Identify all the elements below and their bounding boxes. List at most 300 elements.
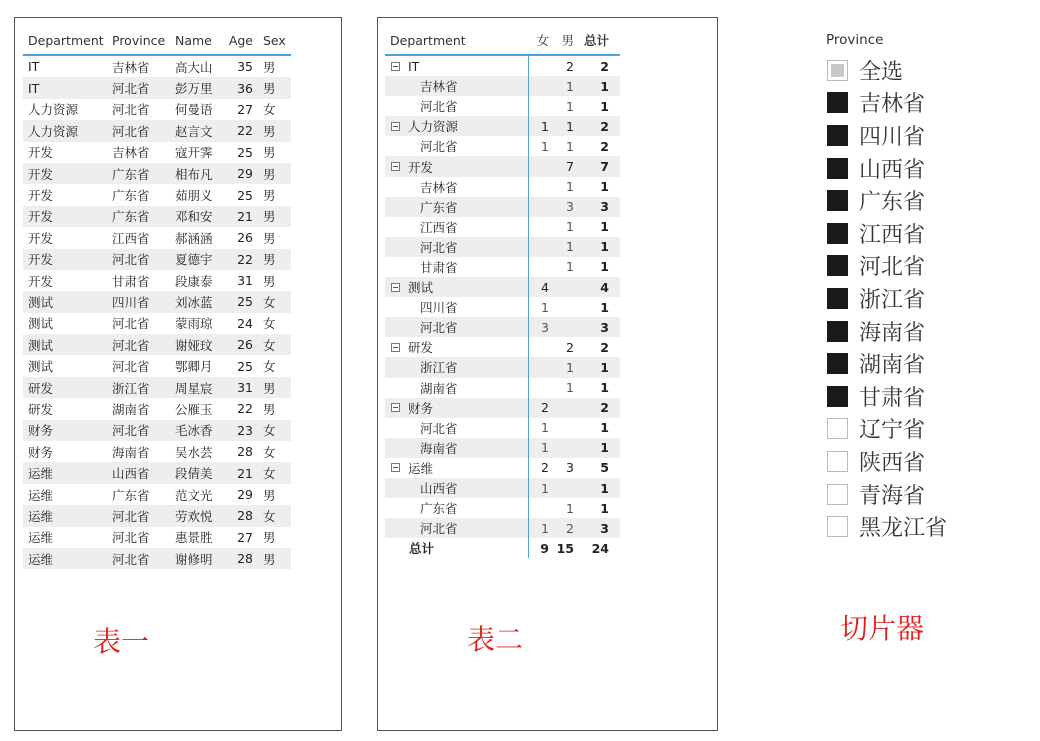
cell-age: 28: [237, 551, 253, 567]
table2-visual: [377, 17, 718, 731]
slicer-item[interactable]: [826, 478, 1026, 511]
cell-male: 1: [566, 118, 574, 134]
matrix-row[interactable]: [385, 257, 620, 277]
cell-male: 1: [566, 380, 574, 396]
cell-sex: 男: [263, 59, 276, 75]
slicer-select-all[interactable]: [826, 54, 1026, 87]
column-header-female[interactable]: 女: [536, 33, 549, 48]
cell-male: 1: [566, 259, 574, 275]
row-header-label: 人力资源: [408, 119, 459, 135]
cell-total: 1: [600, 359, 609, 375]
table-row[interactable]: [23, 377, 291, 398]
cell-name: 劳欢悦: [175, 508, 213, 524]
cell-total: 2: [600, 400, 609, 416]
table-row[interactable]: [23, 184, 291, 205]
cell-age: 22: [237, 123, 253, 139]
cell-department: 开发: [28, 273, 54, 289]
checkbox-icon[interactable]: [827, 190, 848, 211]
matrix-row[interactable]: [385, 177, 620, 197]
cell-total: 1: [600, 480, 609, 496]
cell-province: 河北省: [112, 102, 150, 118]
slicer-list: [826, 54, 1026, 543]
cell-sex: 男: [263, 252, 276, 268]
row-header: [385, 198, 528, 216]
matrix-row[interactable]: [385, 518, 620, 538]
slicer-item[interactable]: [826, 87, 1026, 120]
cell-name: 刘冰蓝: [175, 294, 213, 310]
cell-name: 彭万里: [175, 81, 213, 97]
cell-male: 1: [566, 219, 574, 235]
row-header-label: 运维: [408, 460, 434, 476]
row-header-label: 山西省: [420, 481, 458, 497]
cell-sex: 男: [263, 530, 276, 546]
cell-department: 开发: [28, 209, 54, 225]
cell-male: 2: [566, 58, 574, 74]
cell-male: 1: [566, 359, 574, 375]
cell-male: 1: [566, 78, 574, 94]
matrix-row[interactable]: [385, 96, 620, 116]
matrix-group-row[interactable]: [385, 56, 620, 76]
cell-male: 2: [566, 520, 574, 536]
table-row[interactable]: [23, 291, 291, 312]
table-row[interactable]: [23, 484, 291, 505]
slicer-item-label: 江西省: [859, 222, 926, 248]
cell-sex: 男: [263, 273, 276, 289]
cell-total: 4: [600, 279, 609, 295]
cell-department: 测试: [28, 337, 54, 353]
cell-age: 36: [237, 80, 253, 96]
cell-total: 1: [600, 98, 609, 114]
cell-female: 2: [541, 400, 549, 416]
row-header: [385, 439, 528, 457]
row-header: [385, 298, 528, 316]
collapse-icon[interactable]: [391, 162, 400, 171]
cell-department: 运维: [28, 466, 54, 482]
cell-sex: 女: [263, 294, 276, 310]
cell-province: 河北省: [112, 423, 150, 439]
cell-province: 吉林省: [112, 59, 150, 75]
cell-province: 湖南省: [112, 401, 150, 417]
checkbox-icon[interactable]: [827, 516, 848, 537]
cell-age: 27: [237, 101, 253, 117]
cell-total: 2: [600, 58, 609, 74]
row-header: [385, 158, 528, 176]
column-header-province[interactable]: Province: [112, 32, 166, 48]
cell-department: 运维: [28, 487, 54, 503]
cell-name: 吴水芸: [175, 444, 213, 460]
table-row[interactable]: [23, 120, 291, 141]
cell-name: 蒙雨琼: [175, 316, 213, 332]
row-header-label: 吉林省: [420, 179, 458, 195]
row-header-label: 广东省: [420, 501, 458, 517]
row-header: [385, 318, 528, 336]
cell-total: 1: [600, 179, 609, 195]
slicer-item-label: 湖南省: [859, 353, 926, 379]
slicer-item-label: 河北省: [859, 255, 926, 281]
cell-female: 1: [541, 480, 549, 496]
cell-department: 财务: [28, 444, 54, 460]
matrix-group-row[interactable]: [385, 398, 620, 418]
row-header-label: 财务: [408, 400, 434, 416]
cell-province: 广东省: [112, 487, 150, 503]
table-row[interactable]: [23, 462, 291, 483]
cell-age: 21: [237, 208, 253, 224]
cell-age: 25: [237, 187, 253, 203]
row-header: [385, 278, 528, 296]
row-header-label: 吉林省: [420, 79, 458, 95]
checkbox-icon[interactable]: [827, 353, 848, 374]
cell-female: 9: [540, 540, 549, 556]
cell-total: 24: [591, 540, 609, 556]
cell-age: 29: [237, 487, 253, 502]
slicer-item-label: 青海省: [859, 483, 926, 509]
cell-sex: 女: [263, 508, 276, 524]
row-header: [385, 419, 528, 437]
checkbox-icon[interactable]: [827, 484, 848, 505]
table1-body: [23, 56, 291, 569]
row-header-label: 河北省: [420, 239, 458, 255]
slicer-item-label: 山西省: [859, 157, 926, 183]
cell-age: 25: [237, 294, 253, 310]
checkbox-icon[interactable]: [827, 223, 848, 244]
table-row[interactable]: [23, 249, 291, 270]
cell-total: 1: [600, 420, 609, 436]
collapse-icon[interactable]: [391, 122, 400, 131]
cell-province: 河北省: [112, 359, 150, 375]
matrix-row[interactable]: [385, 498, 620, 518]
table-row[interactable]: [23, 99, 291, 120]
cell-province: 吉林省: [112, 145, 150, 161]
cell-sex: 女: [263, 466, 276, 482]
column-header-department[interactable]: Department: [28, 32, 104, 48]
slicer-item-label: 广东省: [859, 190, 926, 216]
table-row[interactable]: [23, 441, 291, 462]
cell-male: 1: [566, 98, 574, 114]
table-row[interactable]: [23, 163, 291, 184]
cell-department: 运维: [28, 508, 54, 524]
slicer-item[interactable]: [826, 510, 1026, 543]
cell-province: 海南省: [112, 444, 150, 460]
row-header: [385, 539, 528, 557]
matrix-group-row[interactable]: [385, 337, 620, 357]
cell-age: 27: [237, 529, 253, 545]
slicer-item[interactable]: [826, 315, 1026, 348]
slicer-item-label: 四川省: [859, 124, 926, 150]
row-header-label: 测试: [408, 280, 434, 296]
cell-total: 5: [600, 460, 609, 476]
table-row[interactable]: [23, 420, 291, 441]
matrix-row[interactable]: [385, 297, 620, 317]
cell-name: 范文光: [175, 487, 213, 503]
table-row[interactable]: [23, 398, 291, 419]
slicer-item[interactable]: [826, 380, 1026, 413]
cell-name: 公雁玉: [175, 401, 213, 417]
checkbox-icon[interactable]: [827, 92, 848, 113]
cell-female: 3: [541, 319, 549, 335]
table2-header: [385, 26, 620, 56]
cell-department: 开发: [28, 166, 54, 182]
cell-department: 财务: [28, 423, 54, 439]
cell-female: 2: [541, 460, 549, 476]
collapse-icon[interactable]: [391, 343, 400, 352]
cell-age: 31: [237, 380, 253, 396]
row-header: [385, 117, 528, 135]
slicer-item[interactable]: [826, 347, 1026, 380]
cell-name: 夏德宇: [175, 252, 213, 268]
matrix-group-row[interactable]: [385, 277, 620, 297]
cell-female: 4: [541, 279, 549, 295]
slicer-item[interactable]: [826, 282, 1026, 315]
matrix-row[interactable]: [385, 438, 620, 458]
cell-total: 1: [600, 500, 609, 516]
row-header-label: 江西省: [420, 219, 458, 235]
checkbox-icon[interactable]: [827, 158, 848, 179]
table-row[interactable]: [23, 355, 291, 376]
cell-name: 谢娅玟: [175, 337, 213, 353]
column-header-department[interactable]: Department: [390, 32, 466, 48]
slicer-item[interactable]: [826, 413, 1026, 446]
cell-province: 广东省: [112, 209, 150, 225]
cell-province: 广东省: [112, 188, 150, 204]
cell-sex: 男: [263, 166, 276, 182]
matrix-row[interactable]: [385, 357, 620, 377]
row-header-label: 湖南省: [420, 380, 458, 396]
table-row[interactable]: [23, 505, 291, 526]
slicer-item[interactable]: [826, 119, 1026, 152]
slicer-item[interactable]: [826, 184, 1026, 217]
cell-total: 2: [600, 138, 609, 154]
cell-sex: 男: [263, 145, 276, 161]
collapse-icon[interactable]: [391, 283, 400, 292]
cell-total: 2: [600, 339, 609, 355]
row-header: [385, 77, 528, 95]
table-row[interactable]: [23, 270, 291, 291]
row-header-label: 总计: [409, 541, 435, 557]
cell-age: 25: [237, 144, 253, 160]
cell-age: 24: [237, 315, 253, 331]
collapse-icon[interactable]: [391, 62, 400, 71]
cell-female: 1: [541, 299, 549, 315]
row-header-label: 开发: [408, 159, 434, 175]
cell-name: 郝涵涵: [175, 230, 213, 246]
row-header-label: 四川省: [420, 300, 458, 316]
slicer-item[interactable]: [826, 152, 1026, 185]
cell-name: 寇开霁: [175, 145, 213, 161]
cell-province: 江西省: [112, 230, 150, 246]
cell-province: 河北省: [112, 123, 150, 139]
cell-age: 35: [237, 59, 253, 75]
slicer-item-label: 黑龙江省: [859, 516, 948, 542]
cell-age: 28: [237, 508, 253, 524]
cell-age: 23: [237, 422, 253, 438]
cell-province: 河北省: [112, 81, 150, 97]
row-header: [385, 519, 528, 537]
cell-department: 运维: [28, 551, 54, 567]
cell-sex: 男: [263, 487, 276, 503]
slicer-item[interactable]: [826, 250, 1026, 283]
matrix-group-row[interactable]: [385, 116, 620, 136]
cell-total: 1: [600, 78, 609, 94]
table-row[interactable]: [23, 77, 291, 98]
checkbox-icon[interactable]: [827, 125, 848, 146]
column-header-age[interactable]: Age: [228, 32, 253, 48]
row-header: [385, 338, 528, 356]
cell-total: 2: [600, 118, 609, 134]
cell-name: 相布凡: [175, 166, 213, 182]
table2-body: [385, 56, 620, 558]
slicer-item-label: 海南省: [859, 320, 926, 346]
cell-department: 人力资源: [28, 102, 79, 118]
matrix-group-row[interactable]: [385, 458, 620, 478]
row-header: [385, 379, 528, 397]
cell-name: 段康泰: [175, 273, 213, 289]
cell-name: 何曼语: [175, 102, 213, 118]
cell-female: 1: [541, 138, 549, 154]
collapse-icon[interactable]: [391, 463, 400, 472]
cell-age: 22: [237, 251, 253, 267]
row-header-label: 甘肃省: [420, 259, 458, 275]
cell-male: 7: [566, 159, 574, 175]
slicer-item-label: 甘肃省: [859, 385, 926, 411]
slicer-title: Province: [826, 32, 884, 48]
matrix-row[interactable]: [385, 237, 620, 257]
matrix-row[interactable]: [385, 418, 620, 438]
cell-department: 开发: [28, 145, 54, 161]
row-header-label: IT: [408, 58, 420, 74]
row-header-label: 河北省: [420, 420, 458, 436]
cell-department: 开发: [28, 188, 54, 204]
slicer-item[interactable]: [826, 445, 1026, 478]
row-header: [385, 358, 528, 376]
cell-male: 1: [566, 239, 574, 255]
checkbox-icon[interactable]: [827, 288, 848, 309]
table-row[interactable]: [23, 206, 291, 227]
checkbox-icon[interactable]: [827, 60, 848, 81]
cell-age: 21: [237, 465, 253, 481]
cell-department: IT: [28, 59, 40, 75]
cell-age: 25: [237, 358, 253, 374]
table1-visual: [14, 17, 342, 731]
column-header-sex[interactable]: Sex: [263, 32, 286, 48]
cell-male: 1: [566, 500, 574, 516]
slicer-item[interactable]: [826, 217, 1026, 250]
cell-department: 开发: [28, 252, 54, 268]
checkbox-icon[interactable]: [827, 321, 848, 342]
row-header-label: 海南省: [420, 440, 458, 456]
matrix-group-row[interactable]: [385, 156, 620, 176]
caption-table1: 表一: [93, 625, 150, 658]
row-header: [385, 499, 528, 517]
cell-total: 1: [600, 259, 609, 275]
row-header-label: 河北省: [420, 99, 458, 115]
cell-female: 1: [541, 440, 549, 456]
slicer-item-label: 辽宁省: [859, 418, 926, 444]
row-header: [385, 258, 528, 276]
cell-male: 1: [566, 179, 574, 195]
matrix-row[interactable]: [385, 76, 620, 96]
cell-province: 河北省: [112, 530, 150, 546]
cell-sex: 男: [263, 401, 276, 417]
checkbox-icon[interactable]: [827, 255, 848, 276]
column-header-name[interactable]: Name: [175, 32, 212, 48]
cell-total: 1: [600, 239, 609, 255]
cell-age: 26: [237, 230, 253, 246]
caption-table2: 表二: [467, 623, 524, 656]
row-header: [385, 178, 528, 196]
cell-province: 河北省: [112, 337, 150, 353]
slicer-item-label: 陕西省: [859, 450, 926, 476]
cell-name: 谢修明: [175, 551, 213, 567]
cell-sex: 女: [263, 359, 276, 375]
column-header-male[interactable]: 男: [561, 33, 574, 48]
cell-province: 河北省: [112, 551, 150, 567]
matrix-row[interactable]: [385, 478, 620, 498]
cell-sex: 男: [263, 551, 276, 567]
column-header-total[interactable]: 总计: [583, 33, 609, 48]
cell-total: 7: [600, 159, 609, 175]
matrix-row[interactable]: [385, 197, 620, 217]
cell-sex: 女: [263, 102, 276, 118]
cell-total: 1: [600, 380, 609, 396]
row-header-label: 河北省: [420, 320, 458, 336]
cell-male: 3: [566, 460, 574, 476]
cell-male: 2: [566, 339, 574, 355]
cell-total: 1: [600, 219, 609, 235]
checkbox-icon[interactable]: [827, 418, 848, 439]
cell-female: 1: [541, 118, 549, 134]
table-row[interactable]: [23, 548, 291, 569]
cell-department: 研发: [28, 401, 54, 417]
matrix-row[interactable]: [385, 317, 620, 337]
row-header-label: 河北省: [420, 139, 458, 155]
checkbox-icon[interactable]: [827, 451, 848, 472]
cell-female: 1: [541, 520, 549, 536]
slicer-item-label: 全选: [859, 59, 904, 85]
row-header-label: 河北省: [420, 521, 458, 537]
collapse-icon[interactable]: [391, 403, 400, 412]
cell-sex: 男: [263, 81, 276, 97]
matrix-total-row[interactable]: [385, 538, 620, 558]
row-header-divider: [528, 54, 529, 558]
cell-age: 22: [237, 401, 253, 417]
cell-sex: 男: [263, 230, 276, 246]
cell-total: 3: [600, 319, 609, 335]
matrix-row[interactable]: [385, 136, 620, 156]
row-header: [385, 238, 528, 256]
table-row[interactable]: [23, 313, 291, 334]
row-header: [385, 479, 528, 497]
cell-total: 1: [600, 440, 609, 456]
cell-sex: 女: [263, 316, 276, 332]
table-row[interactable]: [23, 334, 291, 355]
table-row[interactable]: [23, 227, 291, 248]
cell-province: 河北省: [112, 316, 150, 332]
cell-name: 段倩美: [175, 466, 213, 482]
table-row[interactable]: [23, 527, 291, 548]
table-row[interactable]: [23, 56, 291, 77]
row-header-label: 浙江省: [420, 360, 458, 376]
checkbox-icon[interactable]: [827, 386, 848, 407]
cell-province: 四川省: [112, 294, 150, 310]
table-row[interactable]: [23, 142, 291, 163]
matrix-row[interactable]: [385, 378, 620, 398]
matrix-row[interactable]: [385, 217, 620, 237]
cell-name: 高大山: [175, 59, 213, 75]
cell-name: 赵言文: [175, 123, 213, 139]
cell-department: 研发: [28, 380, 54, 396]
cell-name: 惠景胜: [175, 530, 213, 546]
cell-total: 3: [600, 520, 609, 536]
